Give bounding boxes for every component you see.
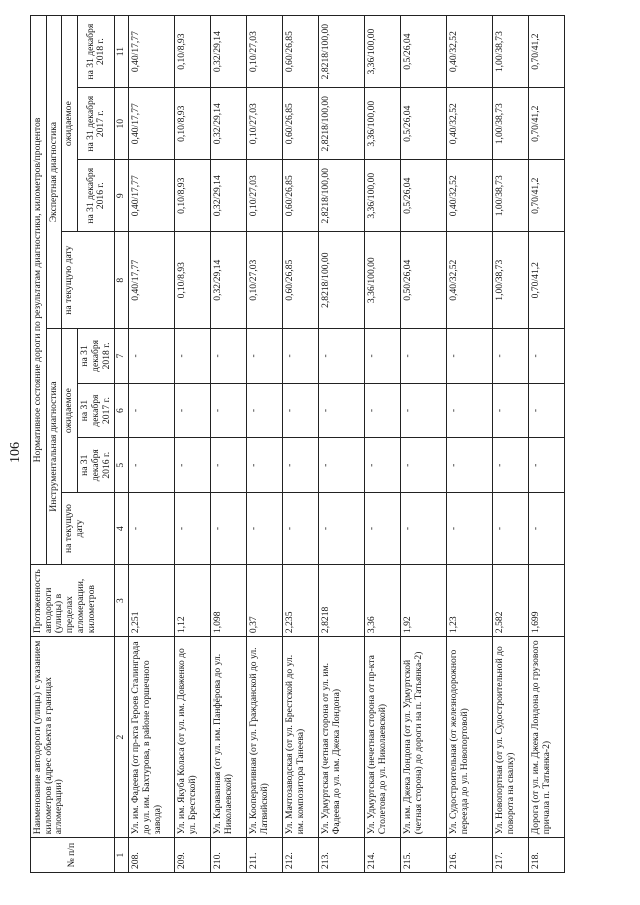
dec2016-expert-cell: 0,70/41,2: [529, 160, 565, 232]
dec2016-instrumental-cell: -: [365, 438, 401, 493]
table-row: [175, 16, 211, 873]
column-number: 4: [115, 493, 129, 565]
road-name: Ул. Караванная (от ул. им. Панфёрова до ул. Николаевской): [211, 637, 247, 838]
header-dec2018-expert: на 31 декабря 2018 г.: [78, 16, 115, 88]
dec2016-instrumental-cell: -: [283, 438, 319, 493]
dec2016-expert-cell: 0,32/29,14: [211, 160, 247, 232]
dec2017-expert-cell: 0,32/29,14: [211, 88, 247, 160]
dec2016-instrumental-cell: -: [319, 438, 365, 493]
current-expert-cell: 0,60/26,85: [283, 232, 319, 329]
dec2018-expert-cell: 0,10/27,03: [247, 16, 283, 88]
road-length: 1,098: [211, 565, 247, 637]
dec2018-instrumental-cell: -: [319, 329, 365, 384]
row-number: 213.: [319, 838, 365, 873]
dec2016-expert-cell: 0,10/8,93: [175, 160, 211, 232]
road-name: Ул. им. Фадеева (от пр-кта Героев Сталинграда до ул. им. Бахтурова, в районе горшечного завода): [129, 637, 175, 838]
dec2017-instrumental-cell: -: [365, 383, 401, 438]
table-row: [247, 16, 283, 873]
dec2017-expert-cell: 0,5/26,04: [401, 88, 447, 160]
dec2018-expert-cell: 0,40/17,77: [129, 16, 175, 88]
road-length: 3,36: [365, 565, 401, 637]
header-expert: Экспертная диагностика: [46, 16, 62, 329]
road-length: 1,12: [175, 565, 211, 637]
header-dec2018-instrumental: на 31 декабря 2018 г.: [78, 329, 115, 384]
dec2017-instrumental-cell: -: [247, 383, 283, 438]
dec2018-instrumental-cell: -: [447, 329, 493, 384]
column-number-row: [115, 16, 129, 873]
dec2016-expert-cell: 2,8218/100,00: [319, 160, 365, 232]
dec2018-instrumental-cell: -: [129, 329, 175, 384]
row-number: 217.: [493, 838, 529, 873]
table-row: [283, 16, 319, 873]
column-number: 1: [115, 838, 129, 873]
row-number: 209.: [175, 838, 211, 873]
column-number: 8: [115, 232, 129, 329]
row-number: 212.: [283, 838, 319, 873]
current-expert-cell: 0,50/26,04: [401, 232, 447, 329]
dec2017-expert-cell: 0,60/26,85: [283, 88, 319, 160]
current-expert-cell: 2,8218/100,00: [319, 232, 365, 329]
dec2016-instrumental-cell: -: [129, 438, 175, 493]
current-instrumental-cell: -: [211, 493, 247, 565]
dec2017-instrumental-cell: -: [319, 383, 365, 438]
road-name: Ул. Кооперативная (от ул. Гражданской до ул. Латвийской): [247, 637, 283, 838]
row-number: 218.: [529, 838, 565, 873]
dec2018-instrumental-cell: -: [283, 329, 319, 384]
dec2018-expert-cell: 0,32/29,14: [211, 16, 247, 88]
current-expert-cell: 0,40/17,77: [129, 232, 175, 329]
road-length: 2,582: [493, 565, 529, 637]
current-instrumental-cell: -: [283, 493, 319, 565]
dec2017-expert-cell: 2,8218/100,00: [319, 88, 365, 160]
road-length: 2,251: [129, 565, 175, 637]
dec2017-instrumental-cell: -: [129, 383, 175, 438]
header-condition: Нормативное состояние дороги по результатам диагностики, километров/процентов: [31, 16, 47, 565]
dec2017-instrumental-cell: -: [529, 383, 565, 438]
dec2018-expert-cell: 0,10/8,93: [175, 16, 211, 88]
table-row: [129, 16, 175, 873]
dec2017-instrumental-cell: -: [493, 383, 529, 438]
current-expert-cell: 0,10/27,03: [247, 232, 283, 329]
dec2018-instrumental-cell: -: [247, 329, 283, 384]
header-dec2016-instrumental: на 31 декабря 2016 г.: [78, 438, 115, 493]
current-instrumental-cell: -: [319, 493, 365, 565]
column-number: 3: [115, 565, 129, 637]
dec2018-expert-cell: 0,60/26,85: [283, 16, 319, 88]
dec2016-instrumental-cell: -: [211, 438, 247, 493]
row-number: 214.: [365, 838, 401, 873]
dec2017-expert-cell: 0,10/27,03: [247, 88, 283, 160]
dec2017-instrumental-cell: -: [283, 383, 319, 438]
road-condition-table: [30, 15, 565, 873]
dec2018-expert-cell: 2,8218/100,00: [319, 16, 365, 88]
dec2017-expert-cell: 1,00/38,73: [493, 88, 529, 160]
road-length: 1,92: [401, 565, 447, 637]
dec2018-instrumental-cell: -: [211, 329, 247, 384]
road-length: 1,23: [447, 565, 493, 637]
road-name: Ул. им. Якуба Коласа (от ул. им. Довженко до ул. Брестской): [175, 637, 211, 838]
current-instrumental-cell: -: [447, 493, 493, 565]
column-number: 11: [115, 16, 129, 88]
dec2017-instrumental-cell: -: [401, 383, 447, 438]
road-name: Ул. Удмуртская (нечетная сторона от пр-кта Столетова до ул. Николаевской): [365, 637, 401, 838]
dec2017-expert-cell: 0,40/17,77: [129, 88, 175, 160]
road-name: Ул. Удмуртская (четная сторона от ул. им. Фадеева до ул. им. Джека Лондона): [319, 637, 365, 838]
column-number: 6: [115, 383, 129, 438]
dec2016-instrumental-cell: -: [447, 438, 493, 493]
road-name: Дорога (от ул. им. Джека Лондона до грузового причала п. Татьянка-2): [529, 637, 565, 838]
row-number: 215.: [401, 838, 447, 873]
page-number: 106: [8, 442, 23, 463]
current-expert-cell: 0,40/32,52: [447, 232, 493, 329]
current-instrumental-cell: -: [129, 493, 175, 565]
dec2017-instrumental-cell: -: [175, 383, 211, 438]
table-row: [211, 16, 247, 873]
dec2016-instrumental-cell: -: [401, 438, 447, 493]
row-number: 208.: [129, 838, 175, 873]
dec2018-expert-cell: 1,00/38,73: [493, 16, 529, 88]
current-expert-cell: 0,10/8,93: [175, 232, 211, 329]
road-length: 2,8218: [319, 565, 365, 637]
dec2018-instrumental-cell: -: [175, 329, 211, 384]
dec2018-expert-cell: 3,36/100,00: [365, 16, 401, 88]
road-length: 2,235: [283, 565, 319, 637]
dec2017-expert-cell: 0,10/8,93: [175, 88, 211, 160]
row-number: 211.: [247, 838, 283, 873]
dec2018-instrumental-cell: -: [529, 329, 565, 384]
current-instrumental-cell: -: [401, 493, 447, 565]
table-row: [447, 16, 493, 873]
dec2018-expert-cell: 0,70/41,2: [529, 16, 565, 88]
current-instrumental-cell: -: [529, 493, 565, 565]
column-number: 7: [115, 329, 129, 384]
current-instrumental-cell: -: [175, 493, 211, 565]
dec2017-expert-cell: 3,36/100,00: [365, 88, 401, 160]
road-name: Ул. Мачтозаводская (от ул. Брестской до ул. им. композитора Танеева): [283, 637, 319, 838]
dec2018-expert-cell: 0,5/26,04: [401, 16, 447, 88]
dec2016-expert-cell: 3,36/100,00: [365, 160, 401, 232]
road-name: Ул. Новопортная (от ул. Судостроительной до поворота на свалку): [493, 637, 529, 838]
current-instrumental-cell: -: [365, 493, 401, 565]
dec2016-expert-cell: 0,40/17,77: [129, 160, 175, 232]
dec2016-expert-cell: 0,40/32,52: [447, 160, 493, 232]
header-expected-instrumental: ожидаемое: [62, 329, 78, 493]
column-number: 10: [115, 88, 129, 160]
row-number: 216.: [447, 838, 493, 873]
header-current-expert: на текущую дату: [62, 232, 115, 329]
dec2016-expert-cell: 0,60/26,85: [283, 160, 319, 232]
dec2016-instrumental-cell: -: [247, 438, 283, 493]
dec2017-instrumental-cell: -: [447, 383, 493, 438]
column-number: 5: [115, 438, 129, 493]
header-current-instrumental: на текущую дату: [62, 493, 115, 565]
dec2016-instrumental-cell: -: [493, 438, 529, 493]
dec2017-instrumental-cell: -: [211, 383, 247, 438]
road-name: Ул. Судостроительная (от железнодорожного переезда до ул. Новопортовой): [447, 637, 493, 838]
dec2018-expert-cell: 0,40/32,52: [447, 16, 493, 88]
current-instrumental-cell: -: [493, 493, 529, 565]
header-expected-expert: ожидаемое: [62, 16, 78, 232]
header-dec2017-expert: на 31 декабря 2017 г.: [78, 88, 115, 160]
table-row: [401, 16, 447, 873]
dec2016-instrumental-cell: -: [175, 438, 211, 493]
road-length: 1,699: [529, 565, 565, 637]
dec2016-expert-cell: 0,5/26,04: [401, 160, 447, 232]
dec2016-expert-cell: 1,00/38,73: [493, 160, 529, 232]
table-row: [493, 16, 529, 873]
header-row-1: [31, 16, 47, 873]
dec2016-expert-cell: 0,10/27,03: [247, 160, 283, 232]
road-name: Ул. им. Джека Лондона (от ул. Удмуртской (четная сторона) до дороги на п. Татьянка-2): [401, 637, 447, 838]
current-instrumental-cell: -: [247, 493, 283, 565]
table-row: [365, 16, 401, 873]
header-dec2016-expert: на 31 декабря 2016 г.: [78, 160, 115, 232]
header-length: Протяженность автодороги (улицы) в пределах агломерации, километров: [31, 565, 115, 637]
row-number: 210.: [211, 838, 247, 873]
dec2017-expert-cell: 0,40/32,52: [447, 88, 493, 160]
dec2018-instrumental-cell: -: [365, 329, 401, 384]
column-number: 2: [115, 637, 129, 838]
current-expert-cell: 0,70/41,2: [529, 232, 565, 329]
current-expert-cell: 3,36/100,00: [365, 232, 401, 329]
dec2018-instrumental-cell: -: [493, 329, 529, 384]
header-name: Наименование автодороги (улицы) с указанием километров (адрес объекта в границах агломерации): [31, 637, 115, 838]
table-row: [319, 16, 365, 873]
dec2017-expert-cell: 0,70/41,2: [529, 88, 565, 160]
header-no: № п/п: [31, 838, 115, 873]
header-dec2017-instrumental: на 31 декабря 2017 г.: [78, 383, 115, 438]
dec2018-instrumental-cell: -: [401, 329, 447, 384]
current-expert-cell: 0,32/29,14: [211, 232, 247, 329]
table-row: [529, 16, 565, 873]
road-length: 0,37: [247, 565, 283, 637]
current-expert-cell: 1,00/38,73: [493, 232, 529, 329]
dec2016-instrumental-cell: -: [529, 438, 565, 493]
column-number: 9: [115, 160, 129, 232]
header-instrumental: Инструментальная диагностика: [46, 329, 62, 565]
